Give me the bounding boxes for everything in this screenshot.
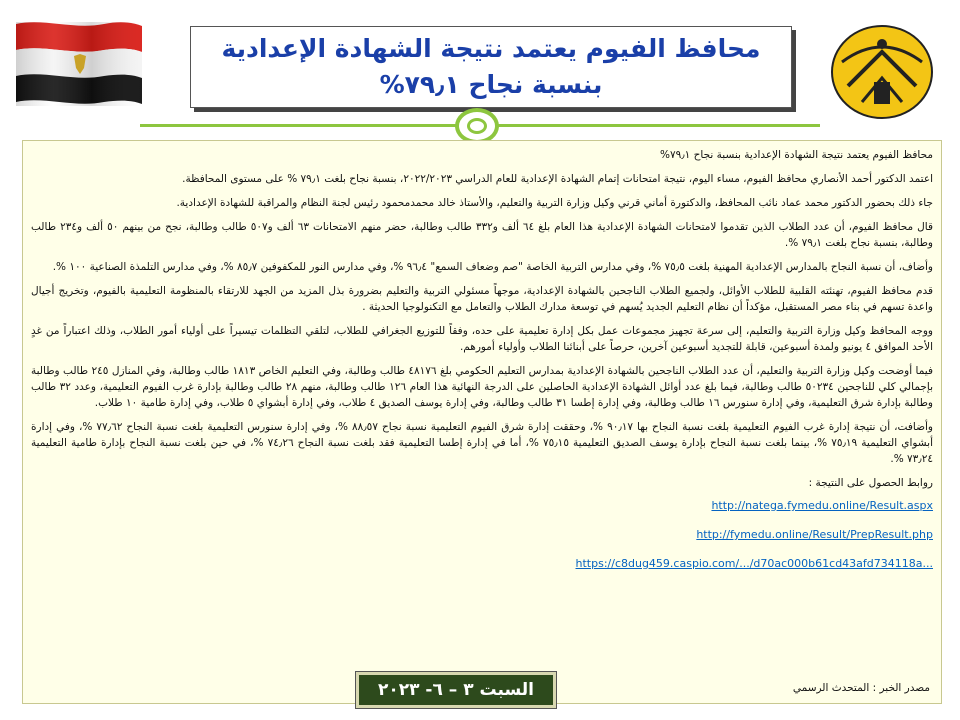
article-paragraph: ووجه المحافظ وكيل وزارة التربية والتعليم، إلى سرعة تجهيز مجموعات عمل بكل إدارة تعليمية على حده، وفقاً للتوزيع الجغرافي للطلاب، لتلقي التظلمات تيسيراً على أولياء أمور الطلاب، وذلك اعتباراً من غدٍ الأحد الموافق ٤ يونيو ولمدة أسبوعين، قابلة للتجديد أسبوعين آخرين، حرصاً على أبنائنا الطلاب وأولياء أمورهم. bbox=[31, 325, 933, 353]
article-paragraph: جاء ذلك بحضور الدكتور محمد عماد نائب المحافظ، والدكتورة أماني قرني وكيل وزارة التربية والتعليم، والأستاذ خالد محمدمحمود رئيس لجنة النظام والمراقبة للشهادة الإعدادية. bbox=[176, 197, 933, 209]
fayoum-education-logo-icon bbox=[828, 22, 936, 122]
result-link-prep[interactable]: http://fymedu.online/Result/PrepResult.php bbox=[696, 528, 933, 541]
date-text: السبت ٣ – ٦- ٢٠٢٣ bbox=[378, 680, 534, 700]
headline-box bbox=[190, 26, 792, 108]
date-badge bbox=[356, 672, 556, 708]
article-panel bbox=[22, 140, 942, 704]
article-paragraph: قال محافظ الفيوم، أن عدد الطلاب الذين تقدموا لامتحانات الشهادة الإعدادية هذا العام بلغ ٦٤ ألف و٣٣٢ طالب وطالبة، حضر منهم الامتحانات ٦٣ ألف و٥٠٧ طالب وطالبة، نجح من بينهم ٥٠ ألف و٢٣٤ طالب وطالبة، بنسبة نجاح بلغت ٧٩٫١ %. bbox=[31, 221, 934, 249]
headline-title: محافظ الفيوم يعتمد نتيجة الشهادة الإعدادية بنسبة نجاح ٧٩٫١% bbox=[221, 34, 761, 99]
article-paragraph: قدم محافظ الفيوم، تهنئته القلبية للطلاب الأوائل، ولجميع الطلاب الناجحين بالشهادة الإعدادية، موجهاً مسئولي التربية والتعليم بضرورة بذل المزيد من الجهد للارتقاء بالمنظومة التعليمية بالفيوم، وتخريج أجيال واعدة تسهم في بناء مصر المستقبل، مؤكداً أن نظام التعليم الجديد يُسهم في توسعة مدارك الطلاب والتعامل مع التكنولوجيا الحديثة . bbox=[31, 285, 933, 313]
result-link-natega[interactable]: http://natega.fymedu.online/Result.aspx bbox=[711, 499, 933, 512]
divider-ornament-icon bbox=[455, 108, 499, 144]
egypt-flag-icon bbox=[14, 18, 144, 118]
result-link-caspio[interactable]: https://c8dug459.caspio.com/.../d70ac000b61cd43afd734118a... bbox=[575, 557, 933, 570]
result-links-heading: روابط الحصول على النتيجة : bbox=[808, 477, 933, 489]
article-paragraph: وأضافت، أن نتيجة إدارة غرب الفيوم التعليمية بلغت نسبة النجاح بها ٩٠٫١٧ %، وحققت إدارة شرق الفيوم التعليمية نسبة نجاح ٨٨٫٥٧ %، وفي إدارة سنورس التعليمية بلغت نسبة النجاح ٧٧٫٦٢ %، وفي إدارة أبشواي التعليمية ٧٥٫١٩ %، بينما بلغت نسبة النجاح بإدارة يوسف الصديق التعليمية ٧٥٫١٥ %، أما في إدارة إطسا التعليمية فقد بلغت نسبة النجاح ٧٤٫٢٦ %، في حين بلغت نسبة النجاح بإدارة طامية التعليمية ٧٣٫٢٤ %. bbox=[31, 421, 933, 465]
article-paragraph: محافظ الفيوم يعتمد نتيجة الشهادة الإعدادية بنسبة نجاح ٧٩٫١% bbox=[659, 149, 933, 161]
article-paragraph: اعتمد الدكتور أحمد الأنصاري محافظ الفيوم، مساء اليوم، نتيجة امتحانات إتمام الشهادة الإعدادية للعام الدراسي ٢٠٢٢/٢٠٢٣، بنسبة نجاح بلغت ٧٩٫١ % على مستوى المحافظة. bbox=[182, 173, 933, 185]
article-paragraph: فيما أوضحت وكيل وزارة التربية والتعليم، أن عدد الطلاب الناجحين بالشهادة الإعدادية بمدارس التعليم الحكومي بلغ ٤٨١٧٦ طالب وطالبة، وفي التعليم الخاص ١٨١٣ طالب وطالبة، وفي المنازل ٢٤٥ طالب وطالبة بإجمالي كلي للناجحين ٥٠٢٣٤ طالب وطالبة، فيما بلغ عدد أوائل الشهادة الإعدادية الحاصلين على الدرجة النهائية هذا العام ١٢٦ طالب وطالبة، منهم ٢٨ طالب وطالبة بإدارة غرب الفيوم التعليمية، وعدد ٣٢ طالب وطالبة بإدارة شرق التعليمية، وفي إدارة سنورس ١٦ طالب وطالبة، وفي إدارة إطسا ٣١ طالب وطالبة، وفي إدارة يوسف الصديق ٤ طلاب، وفي إدارة أبشواي ٥ طلاب، وفي إدارة طامية ١٠ طلاب. bbox=[31, 365, 933, 409]
news-source: مصدر الخبر : المتحدث الرسمي bbox=[792, 682, 930, 694]
article-paragraph: وأضاف، أن نسبة النجاح بالمدارس الإعدادية المهنية بلغت ٧٥٫٥ %، وفي مدارس التربية الخاصة "صم وضعاف السمع" ٩٦٫٤ %، وفي مدارس النور للمكفوفين ٨٥٫٧ %، وفي مدارس التلمذة الصناعية ١٠٠ %. bbox=[52, 261, 933, 273]
